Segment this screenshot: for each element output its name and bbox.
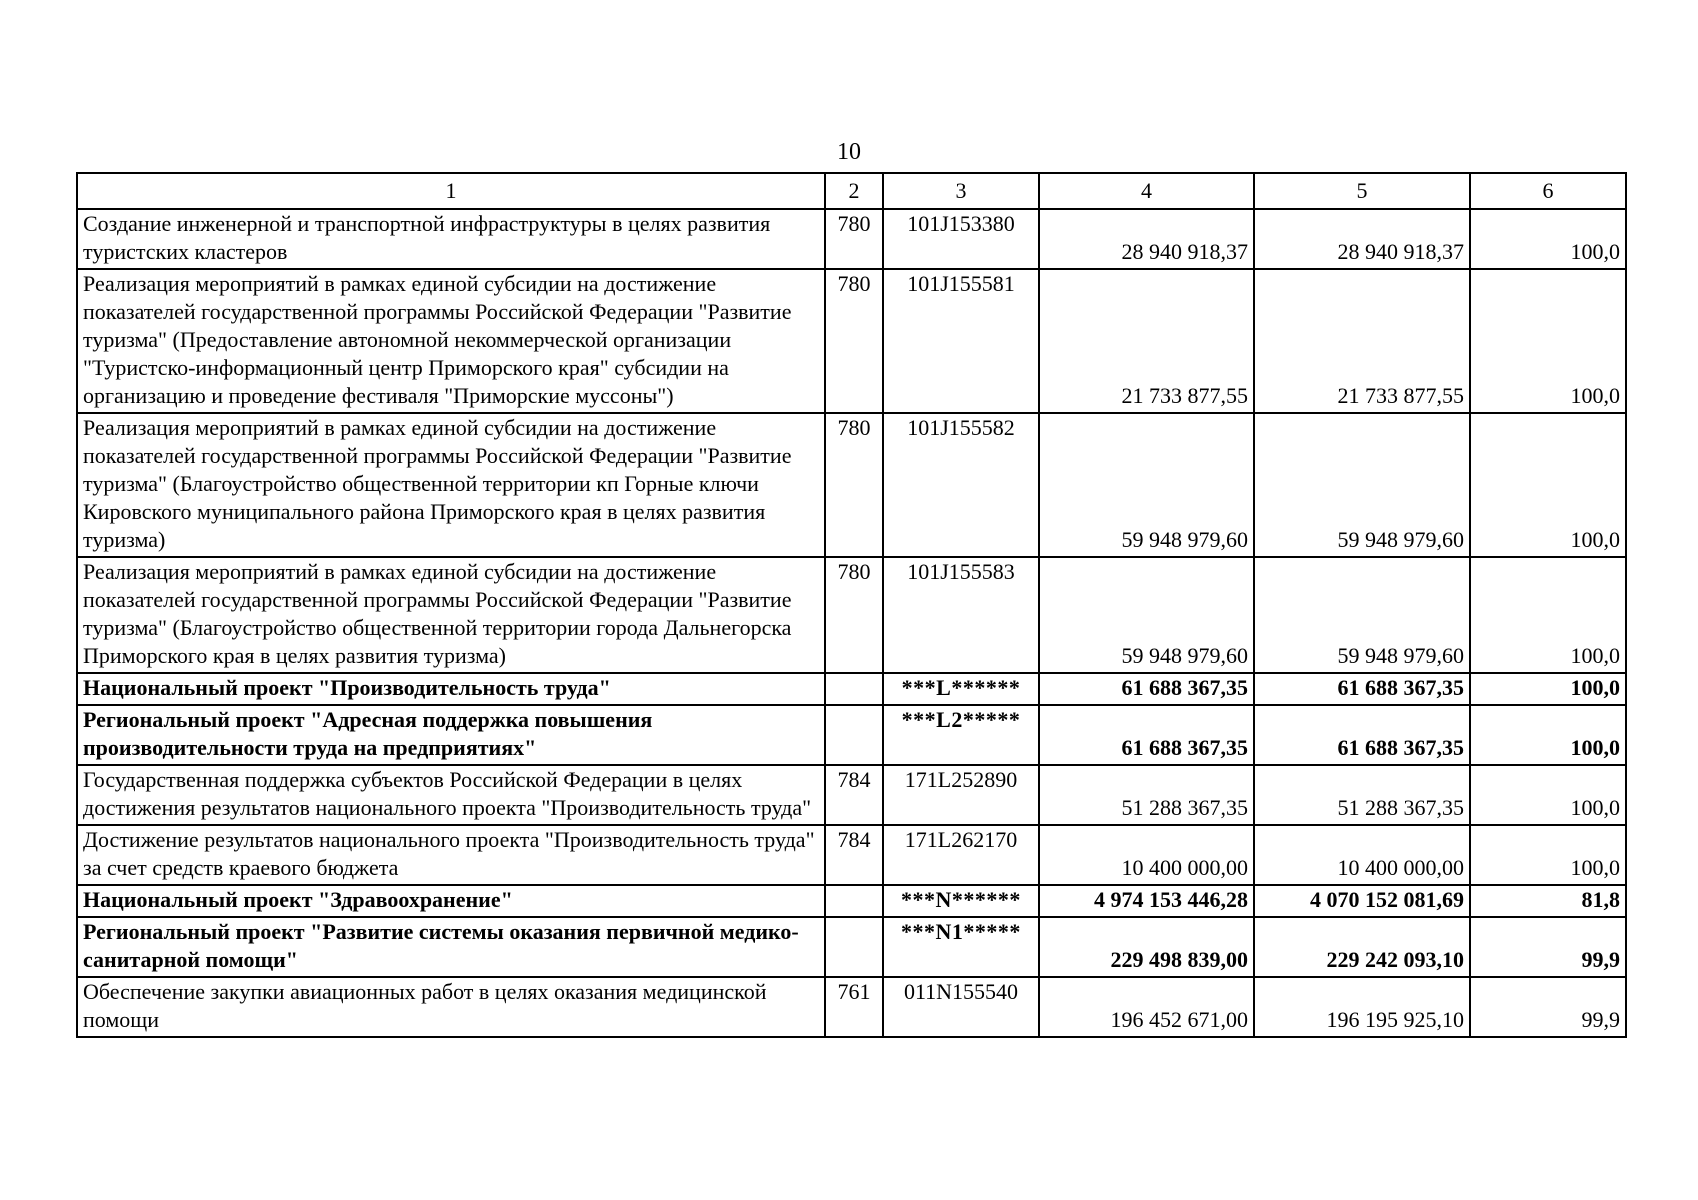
- planned-amount-cell: 61 688 367,35: [1039, 705, 1254, 765]
- item-name-cell: Государственная поддержка субъектов Российской Федерации в целях достижения результатов национального проекта "Производительность труда": [77, 765, 825, 825]
- target-code-cell: ***N1*****: [883, 917, 1039, 977]
- table-row: [77, 977, 1626, 1037]
- national-project-row: [77, 673, 1626, 705]
- grbs-code-cell: [825, 705, 883, 765]
- percent-cell: 81,8: [1470, 885, 1626, 917]
- planned-amount-cell: 229 498 839,00: [1039, 917, 1254, 977]
- column-header: 2: [825, 173, 883, 209]
- target-code-cell: ***L2*****: [883, 705, 1039, 765]
- regional-project-row: [77, 705, 1626, 765]
- target-code-cell: 011N155540: [883, 977, 1039, 1037]
- national-project-row: [77, 885, 1626, 917]
- planned-amount-cell: 4 974 153 446,28: [1039, 885, 1254, 917]
- page-number: 10: [837, 139, 861, 165]
- target-code-cell: 101J155581: [883, 269, 1039, 413]
- percent-cell: 100,0: [1470, 705, 1626, 765]
- grbs-code-cell: 780: [825, 413, 883, 557]
- item-name-cell: Достижение результатов национального проекта "Производительность труда" за счет средств краевого бюджета: [77, 825, 825, 885]
- item-name-cell: Создание инженерной и транспортной инфраструктуры в целях развития туристских кластеров: [77, 209, 825, 269]
- actual-amount-cell: 51 288 367,35: [1254, 765, 1470, 825]
- percent-cell: 99,9: [1470, 917, 1626, 977]
- item-name-cell: Региональный проект "Адресная поддержка повышения производительности труда на предприятиях": [77, 705, 825, 765]
- table-row: [77, 413, 1626, 557]
- percent-cell: 100,0: [1470, 765, 1626, 825]
- percent-cell: 100,0: [1470, 269, 1626, 413]
- target-code-cell: 101J155582: [883, 413, 1039, 557]
- target-code-cell: ***N******: [883, 885, 1039, 917]
- percent-cell: 100,0: [1470, 557, 1626, 673]
- actual-amount-cell: 229 242 093,10: [1254, 917, 1470, 977]
- planned-amount-cell: 59 948 979,60: [1039, 557, 1254, 673]
- column-header: 6: [1470, 173, 1626, 209]
- actual-amount-cell: 59 948 979,60: [1254, 413, 1470, 557]
- actual-amount-cell: 4 070 152 081,69: [1254, 885, 1470, 917]
- regional-project-row: [77, 917, 1626, 977]
- grbs-code-cell: 780: [825, 557, 883, 673]
- actual-amount-cell: 21 733 877,55: [1254, 269, 1470, 413]
- item-name-cell: Реализация мероприятий в рамках единой субсидии на достижение показателей государственной программы Российской Федерации "Развитие туризма" (Благоустройство общественной территории города Дальнегорска Приморского края в целях развития туризма): [77, 557, 825, 673]
- grbs-code-cell: [825, 917, 883, 977]
- percent-cell: 99,9: [1470, 977, 1626, 1037]
- item-name-cell: Обеспечение закупки авиационных работ в целях оказания медицинской помощи: [77, 977, 825, 1037]
- column-header: 3: [883, 173, 1039, 209]
- grbs-code-cell: 780: [825, 209, 883, 269]
- actual-amount-cell: 10 400 000,00: [1254, 825, 1470, 885]
- column-header: 1: [77, 173, 825, 209]
- target-code-cell: ***L******: [883, 673, 1039, 705]
- actual-amount-cell: 61 688 367,35: [1254, 673, 1470, 705]
- planned-amount-cell: 28 940 918,37: [1039, 209, 1254, 269]
- actual-amount-cell: 28 940 918,37: [1254, 209, 1470, 269]
- planned-amount-cell: 61 688 367,35: [1039, 673, 1254, 705]
- table-row: [77, 825, 1626, 885]
- planned-amount-cell: 21 733 877,55: [1039, 269, 1254, 413]
- actual-amount-cell: 59 948 979,60: [1254, 557, 1470, 673]
- table-header-row: [77, 173, 1626, 209]
- item-name-cell: Региональный проект "Развитие системы оказания первичной медико-санитарной помощи": [77, 917, 825, 977]
- planned-amount-cell: 51 288 367,35: [1039, 765, 1254, 825]
- grbs-code-cell: 761: [825, 977, 883, 1037]
- grbs-code-cell: 784: [825, 825, 883, 885]
- grbs-code-cell: [825, 673, 883, 705]
- table-row: [77, 209, 1626, 269]
- grbs-code-cell: 780: [825, 269, 883, 413]
- target-code-cell: 101J153380: [883, 209, 1039, 269]
- grbs-code-cell: [825, 885, 883, 917]
- grbs-code-cell: 784: [825, 765, 883, 825]
- item-name-cell: Национальный проект "Производительность труда": [77, 673, 825, 705]
- planned-amount-cell: 196 452 671,00: [1039, 977, 1254, 1037]
- planned-amount-cell: 10 400 000,00: [1039, 825, 1254, 885]
- item-name-cell: Реализация мероприятий в рамках единой субсидии на достижение показателей государственной программы Российской Федерации "Развитие туризма" (Благоустройство общественной территории кп Горные ключи Кировского муниципального района Приморского края в целях развития туризма): [77, 413, 825, 557]
- target-code-cell: 171L252890: [883, 765, 1039, 825]
- percent-cell: 100,0: [1470, 413, 1626, 557]
- table-row: [77, 269, 1626, 413]
- planned-amount-cell: 59 948 979,60: [1039, 413, 1254, 557]
- column-header: 5: [1254, 173, 1470, 209]
- report-table: [76, 172, 1627, 1038]
- table-row: [77, 765, 1626, 825]
- target-code-cell: 171L262170: [883, 825, 1039, 885]
- percent-cell: 100,0: [1470, 673, 1626, 705]
- actual-amount-cell: 196 195 925,10: [1254, 977, 1470, 1037]
- actual-amount-cell: 61 688 367,35: [1254, 705, 1470, 765]
- column-header: 4: [1039, 173, 1254, 209]
- item-name-cell: Национальный проект "Здравоохранение": [77, 885, 825, 917]
- percent-cell: 100,0: [1470, 209, 1626, 269]
- percent-cell: 100,0: [1470, 825, 1626, 885]
- item-name-cell: Реализация мероприятий в рамках единой субсидии на достижение показателей государственной программы Российской Федерации "Развитие туризма" (Предоставление автономной некоммерческой организации "Туристско-информационный центр Приморского края" субсидии на организацию и проведение фестиваля "Приморские муссоны"): [77, 269, 825, 413]
- target-code-cell: 101J155583: [883, 557, 1039, 673]
- table-row: [77, 557, 1626, 673]
